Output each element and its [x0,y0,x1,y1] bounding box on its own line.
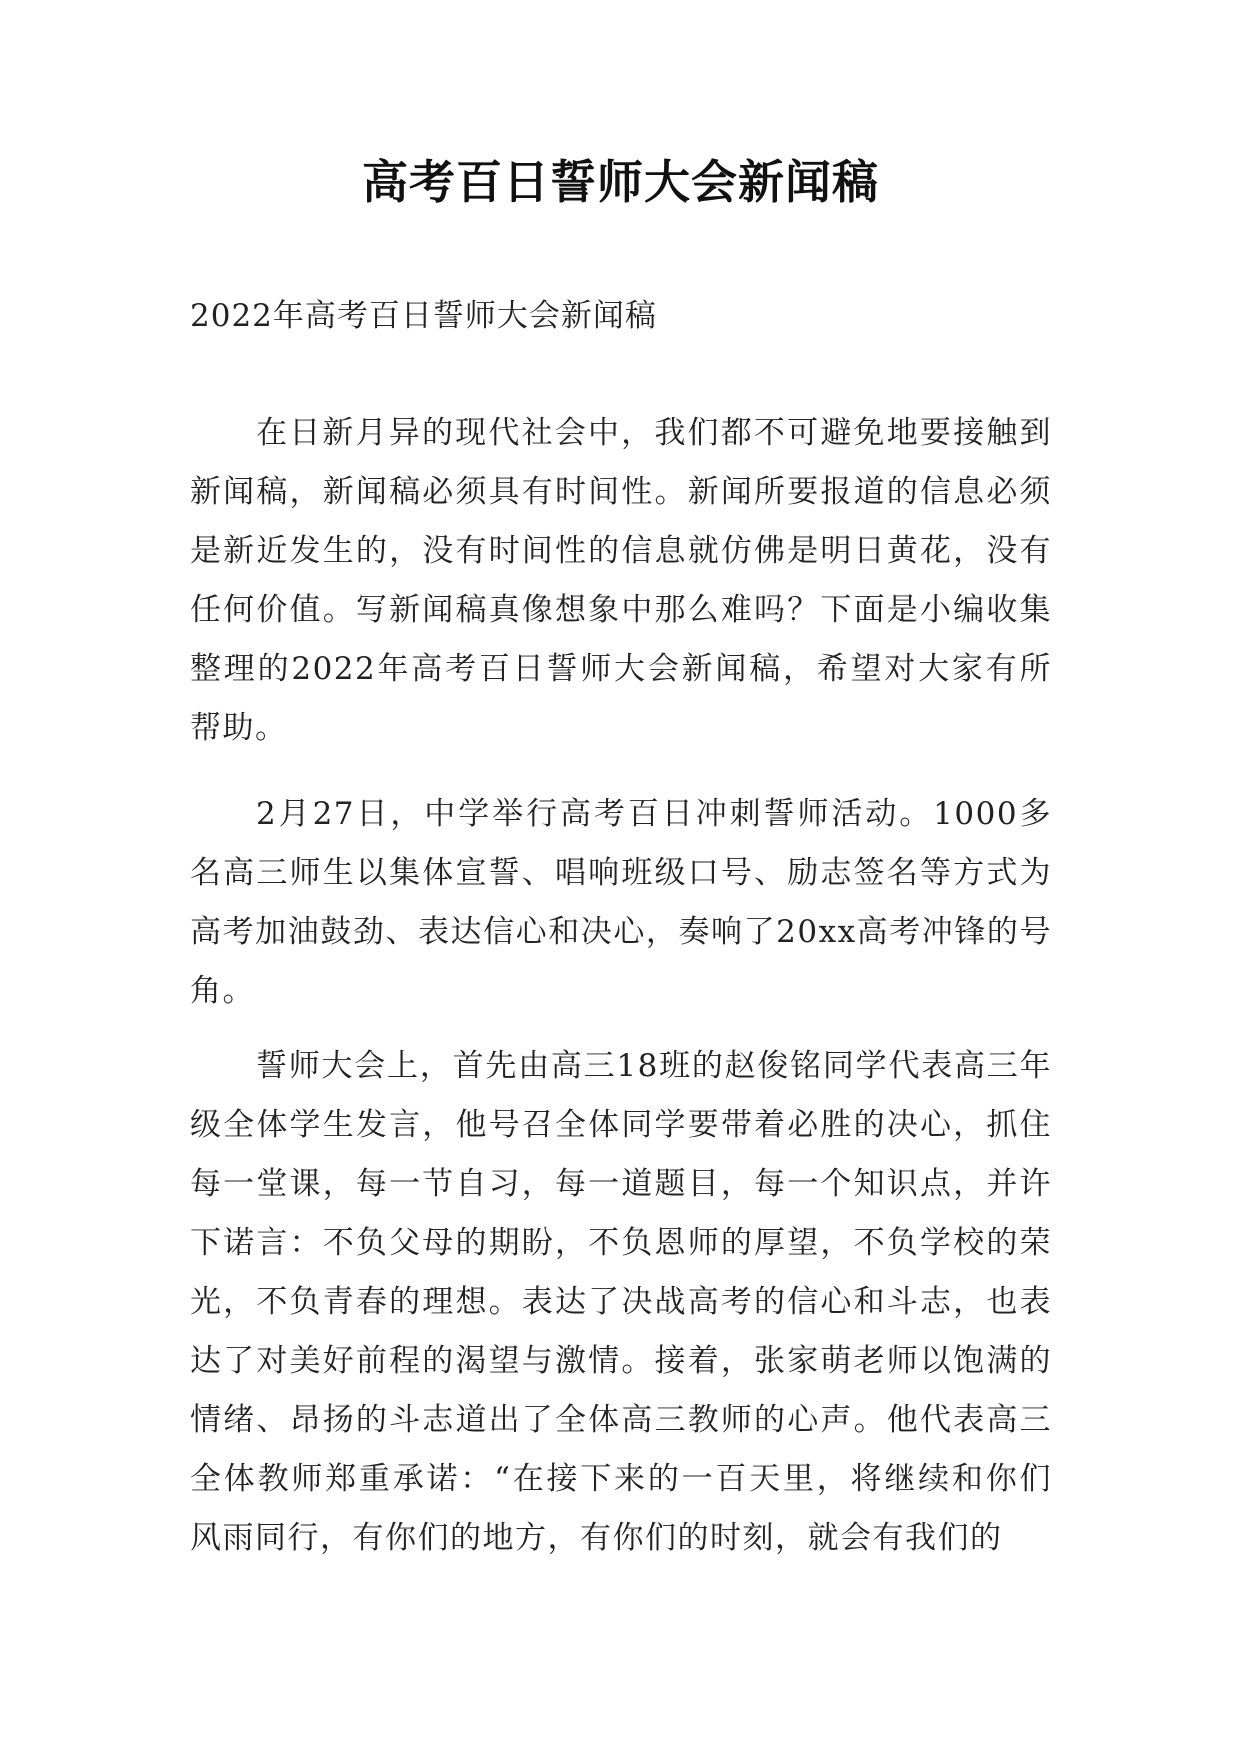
document-title: 高考百日誓师大会新闻稿 [362,155,879,209]
paragraph-event: 2月27日，中学举行高考百日冲刺誓师活动。1000多名高三师生以集体宣誓、唱响班级口号、励志签名等方式为高考加油鼓劲、表达信心和决心，奏响了20xx高考冲锋的号角。 [190,796,1052,1009]
document-subtitle: 2022年高考百日誓师大会新闻稿 [190,298,657,334]
paragraph-speeches: 誓师大会上，首先由高三18班的赵俊铭同学代表高三年级全体学生发言，他号召全体同学要带着必胜的决心，抓住每一堂课，每一节自习，每一道题目，每一个知识点，并许下诺言：不负父母的期盼，不负恩师的厚望，不负学校的荣光，不负青春的理想。表达了决战高考的信心和斗志，也表达了对美好前程的渴望与激情。接着，张家萌老师以饱满的情绪、昂扬的斗志道出了全体高三教师的心声。他代表高三全体教师郑重承诺：“在接下来的一百天里，将继续和你们风雨同行，有你们的地方，有你们的时刻，就会有我们的 [190,1048,1052,1556]
paragraph-intro: 在日新月异的现代社会中，我们都不可避免地要接触到新闻稿，新闻稿必须具有时间性。新闻所要报道的信息必须是新近发生的，没有时间性的信息就仿佛是明日黄花，没有任何价值。写新闻稿真像想象中那么难吗？下面是小编收集整理的2022年高考百日誓师大会新闻稿，希望对大家有所帮助。 [190,415,1052,746]
